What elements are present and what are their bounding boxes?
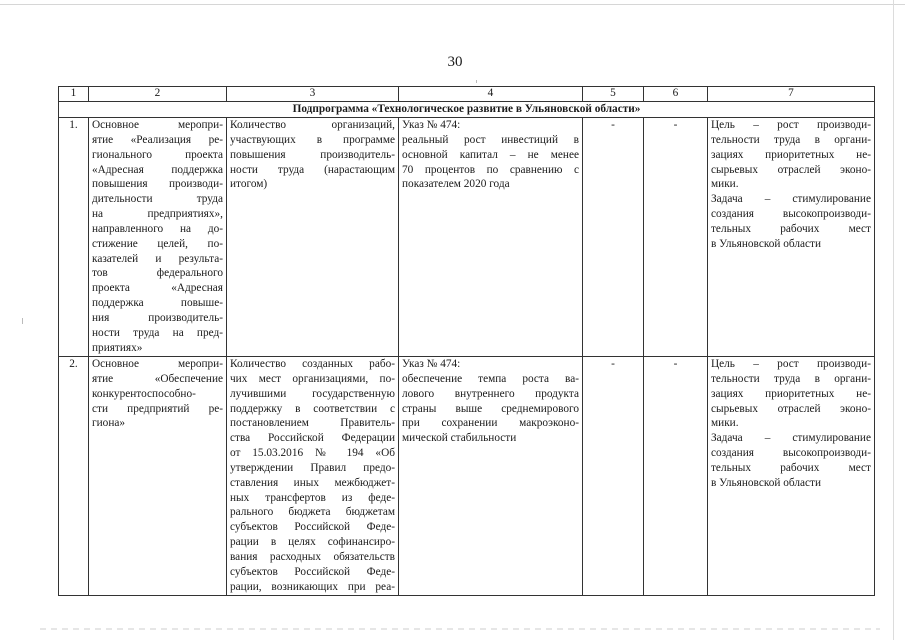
cell-text-line: итогом) [230, 178, 268, 191]
table-row [59, 357, 875, 596]
cell-text-line: мики. [711, 417, 739, 430]
goal-reference-cell [399, 118, 583, 357]
cell-text-line: реальный рост инвестиций в [402, 133, 579, 146]
cell-text-line: мической стабильности [402, 432, 517, 445]
cell-text-line: повышения производи- [92, 178, 223, 191]
cell-text-line: рального бюджета бюджетам [230, 506, 395, 519]
cell-text-line: Количество организаций, [230, 119, 395, 131]
row-number: 2. [59, 357, 89, 596]
page-right-edge [893, 0, 894, 640]
table-row [59, 118, 875, 357]
cell-text-line: ных трансфертов из феде- [230, 491, 395, 504]
cell-text-line: зациях приоритетных не- [711, 148, 871, 161]
cell-text-line: создания высокопроизводи- [711, 208, 871, 221]
cell-text-line: мики. [711, 178, 739, 191]
cell-text-line: поддержка повыше- [92, 297, 223, 310]
cell-text-line: ности труда на пред- [92, 326, 223, 339]
activity-name-cell [89, 118, 227, 357]
column-number: 1 [59, 87, 89, 102]
indicator-cell [227, 118, 399, 357]
goal-reference-cell [399, 357, 583, 596]
cell-text-line: гионального проекта [92, 148, 223, 161]
cell-text-line: казателей и результа- [92, 252, 223, 265]
column-number: 7 [708, 87, 875, 102]
cell-text-line: тельности труда в органи- [711, 133, 871, 146]
cell-text-line: страны выше среднемирового [402, 402, 579, 415]
column-6-value: - [644, 357, 708, 596]
cell-text-line: зациях приоритетных не- [711, 387, 871, 400]
cell-text-line: Цель – рост производи- [711, 358, 871, 370]
cell-text-line: лового внутреннего продукта [402, 387, 579, 400]
cell-text-line: 70 процентов по сравнению с [402, 163, 579, 176]
cell-text-line: Цель – рост производи- [711, 119, 871, 131]
cell-text-line: вания расходных обязательств [230, 550, 395, 563]
cell-text-line: тельных рабочих мест [711, 222, 871, 235]
cell-text-line: лучившими государственную [230, 387, 395, 400]
cell-text-line: ставления иных межбюджет- [230, 476, 395, 489]
cell-text-line: Указ № 474: [402, 119, 461, 131]
page-top-edge [0, 4, 905, 5]
cell-text-line: в Ульяновской области [711, 476, 822, 489]
cell-text-line: ятие «Обеспечение [92, 372, 223, 385]
goal-task-cell [708, 357, 875, 596]
cell-text-line: Основное меропри- [92, 119, 223, 131]
cell-text-line: ства Российской Федерации [230, 432, 395, 445]
row-number: 1. [59, 118, 89, 357]
page-number: 30 [447, 54, 463, 70]
scan-mark [22, 318, 23, 324]
column-number: 3 [227, 87, 399, 102]
cell-text-line: тельности труда в органи- [711, 372, 871, 385]
cell-text-line: Указ № 474: [402, 358, 461, 370]
cell-text-line: основной капитал – не менее [402, 148, 579, 161]
cell-text-line: создания высокопроизводи- [711, 447, 871, 460]
cell-text-line: субъектов Российской Феде- [230, 521, 395, 534]
cell-text-line: участвующих в программе [230, 133, 395, 146]
cell-text-line: Задача – стимулирование [711, 193, 871, 206]
cell-text-line: рации в целях софинансиро- [230, 536, 395, 549]
column-5-value: - [583, 357, 644, 596]
subprogram-title: Подпрограмма «Технологическое развитие в Ульяновской области» [59, 102, 875, 118]
cell-text-line: направленного на до- [92, 222, 223, 235]
column-number-row [59, 87, 875, 102]
indicators-table [58, 86, 875, 596]
column-number: 2 [89, 87, 227, 102]
cell-text-line: сти предприятий ре- [92, 402, 223, 415]
cell-text-line: поддержку в соответствии с [230, 402, 395, 415]
activity-name-cell [89, 357, 227, 596]
subprogram-row [59, 102, 875, 118]
cell-text-line: тов федерального [92, 267, 223, 280]
cell-text-line: при сохранении макроэконо- [402, 417, 579, 430]
column-6-value: - [644, 118, 708, 357]
cell-text-line: «Адресная поддержка [92, 163, 223, 176]
indicator-cell [227, 357, 399, 596]
column-number: 5 [583, 87, 644, 102]
cell-text-line: обеспечение темпа роста ва- [402, 372, 579, 385]
cell-text-line: показателем 2020 года [402, 178, 510, 191]
cell-text-line: ятие «Реализация ре- [92, 133, 223, 146]
column-number: 6 [644, 87, 708, 102]
cell-text-line: сырьевых отраслей эконо- [711, 163, 871, 176]
cell-text-line: тельных рабочих мест [711, 461, 871, 474]
cell-text-line: утверждении Правил предо- [230, 461, 395, 474]
cell-text-line: сырьевых отраслей эконо- [711, 402, 871, 415]
cell-text-line: Количество созданных рабо- [230, 358, 395, 370]
cell-text-line: рации, возникающих при реа- [230, 580, 395, 593]
cell-text-line: в Ульяновской области [711, 237, 822, 250]
cell-text-line: дительности труда [92, 193, 223, 206]
cell-text-line: приятиях» [92, 341, 143, 354]
cell-text-line: ния производитель- [92, 311, 223, 324]
goal-task-cell [708, 118, 875, 357]
cell-text-line: Основное меропри- [92, 358, 223, 370]
column-number: 4 [399, 87, 583, 102]
cell-text-line: ности труда (нарастающим [230, 163, 395, 176]
column-5-value: - [583, 118, 644, 357]
cell-text-line: чих мест организациями, по- [230, 372, 395, 385]
cell-text-line: повышения производитель- [230, 148, 395, 161]
cell-text-line: стижение целей, по- [92, 237, 223, 250]
cell-text-line: гиона» [92, 417, 126, 430]
cell-text-line: конкурентоспособно- [92, 387, 196, 400]
cell-text-line: Задача – стимулирование [711, 432, 871, 445]
cell-text-line: на предприятиях», [92, 208, 223, 221]
scan-artifact [40, 628, 880, 630]
cell-text-line: от 15.03.2016 № 194 «Об [230, 447, 395, 460]
cell-text-line: проекта «Адресная [92, 282, 223, 295]
cell-text-line: субъектов Российской Феде- [230, 565, 395, 578]
cell-text-line: постановлением Правитель- [230, 417, 395, 430]
scan-mark [476, 80, 477, 83]
